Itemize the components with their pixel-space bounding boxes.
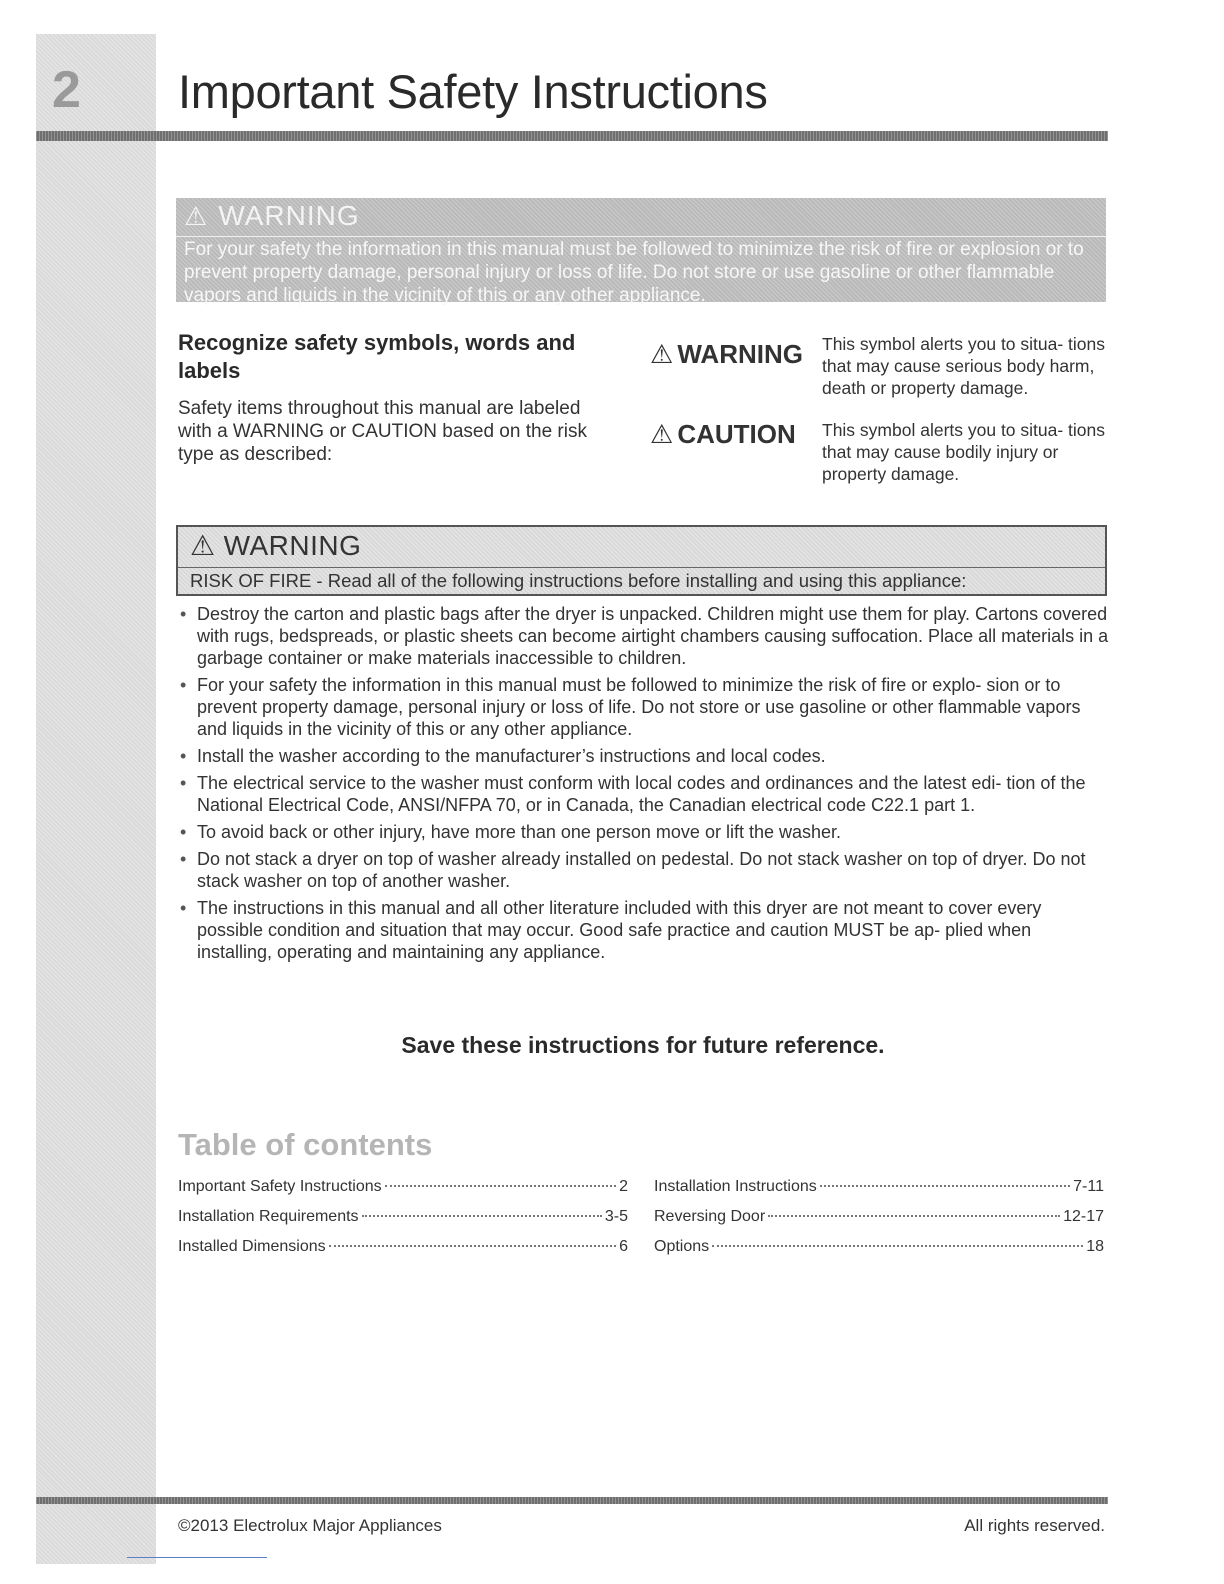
- fire-warning-header: [190, 529, 361, 562]
- top-warning-header: [184, 200, 360, 232]
- recognize-heading: Recognize safety symbols, words and labels: [178, 330, 576, 383]
- caution-symbol-label: [650, 419, 796, 450]
- page-number: 2: [52, 61, 81, 119]
- toc-entry[interactable]: [654, 1208, 1104, 1238]
- toc-entry[interactable]: [654, 1238, 1104, 1268]
- list-item: • Do not stack a dryer on top of washer already installed on pedestal. Do not stack washer on top of dryer. Do not stack washer on top of another washer.: [180, 848, 1110, 892]
- list-item: • The instructions in this manual and all other literature included with this dryer are not meant to cover every possible condition and situation that may occur. Good safe practice and caution MUST be ap- plied when installing, operating and maintaining any appliance.: [180, 897, 1110, 963]
- warning-triangle-icon: ⚠: [650, 419, 674, 449]
- fire-warning-label: WARNING: [223, 529, 362, 561]
- toc-entry[interactable]: [178, 1178, 628, 1208]
- toc-entry-label: Installation Instructions: [654, 1178, 817, 1195]
- toc-entry-page: 6: [619, 1238, 628, 1255]
- list-item: • For your safety the information in this manual must be followed to minimize the risk of fire or explo- sion or to prevent property damage, personal injury or loss of life. Do not store or use gasoline or other flammable vapors and liquids in the vicinity of this or any other appliance.: [180, 674, 1110, 740]
- fire-warning-divider: [178, 567, 1105, 568]
- warning-symbol-word: WARNING: [677, 339, 803, 369]
- toc-entry[interactable]: [178, 1208, 628, 1238]
- scan-artifact-line: [127, 1557, 267, 1558]
- toc-entry-label: Important Safety Instructions: [178, 1178, 382, 1195]
- top-warning-text: For your safety the information in this manual must be followed to minimize the risk of fire or explosion or to prevent property damage, personal injury or loss of life. Do not store or use gasoline or other flammable vapors and liquids in the vicinity of this or any other appliance.: [184, 239, 1084, 306]
- warning-triangle-icon: ⚠: [190, 530, 216, 561]
- caution-symbol-description: This symbol alerts you to situa- tions that may cause bodily injury or property damage.: [822, 420, 1106, 484]
- caution-symbol-word: CAUTION: [677, 419, 796, 449]
- top-warning-label: WARNING: [218, 200, 360, 231]
- fire-warning-text: RISK OF FIRE - Read all of the following instructions before installing and using this appliance:: [190, 570, 967, 591]
- page-sidebar: [36, 34, 156, 1564]
- list-item: • Destroy the carton and plastic bags after the dryer is unpacked. Children might use them for play. Cartons covered with rugs, bedspreads, or plastic sheets can become airtight chambers causing suffocation. Place all materials in a garbage container or make materials inaccessible to children.: [180, 603, 1110, 669]
- header-divider: [36, 131, 1108, 141]
- toc-entry-label: Installation Requirements: [178, 1208, 359, 1225]
- toc-entry-page: 18: [1086, 1238, 1104, 1255]
- toc-entry-page: 3-5: [604, 1208, 628, 1225]
- toc-entry-page: 7-11: [1073, 1178, 1104, 1195]
- footer-copyright: ©2013 Electrolux Major Appliances: [178, 1516, 442, 1535]
- recognize-body: Safety items throughout this manual are labeled with a WARNING or CAUTION based on the risk type as described:: [178, 398, 587, 465]
- fire-warning-box: [176, 525, 1107, 596]
- toc-entry-label: Installed Dimensions: [178, 1238, 326, 1255]
- toc-entry[interactable]: [178, 1238, 628, 1268]
- save-instructions-note: Save these instructions for future reference.: [401, 1032, 885, 1058]
- warning-symbol-description: This symbol alerts you to situa- tions that may cause serious body harm, death or property damage.: [822, 334, 1106, 398]
- warning-symbol-label: [650, 339, 803, 370]
- toc-entry-page: 2: [619, 1178, 628, 1195]
- footer-divider: [36, 1497, 1108, 1504]
- warning-triangle-icon: ⚠: [184, 200, 209, 231]
- toc-heading: Table of contents: [178, 1127, 433, 1162]
- toc-entry-label: Reversing Door: [654, 1208, 766, 1225]
- list-item: • To avoid back or other injury, have more than one person move or lift the washer.: [180, 821, 1110, 843]
- page-title: Important Safety Instructions: [178, 65, 768, 118]
- toc-right-column: [654, 1178, 1104, 1268]
- warning-triangle-icon: ⚠: [650, 339, 674, 369]
- toc-entry[interactable]: [654, 1178, 1104, 1208]
- top-warning-divider: [176, 236, 1106, 237]
- list-item: • The electrical service to the washer must conform with local codes and ordinances and the latest edi- tion of the National Electrical Code, ANSI/NFPA 70, or in Canada, the Canadian electrical code C22.1 part 1.: [180, 772, 1110, 816]
- list-item: • Install the washer according to the manufacturer’s instructions and local codes.: [180, 745, 1110, 767]
- toc-left-column: [178, 1178, 628, 1268]
- top-warning-box: [176, 198, 1106, 306]
- toc-entry-label: Options: [654, 1238, 710, 1255]
- safety-bullet-list: [180, 603, 1110, 968]
- toc-entry-page: 12-17: [1063, 1208, 1104, 1225]
- footer-rights: All rights reserved.: [964, 1516, 1105, 1535]
